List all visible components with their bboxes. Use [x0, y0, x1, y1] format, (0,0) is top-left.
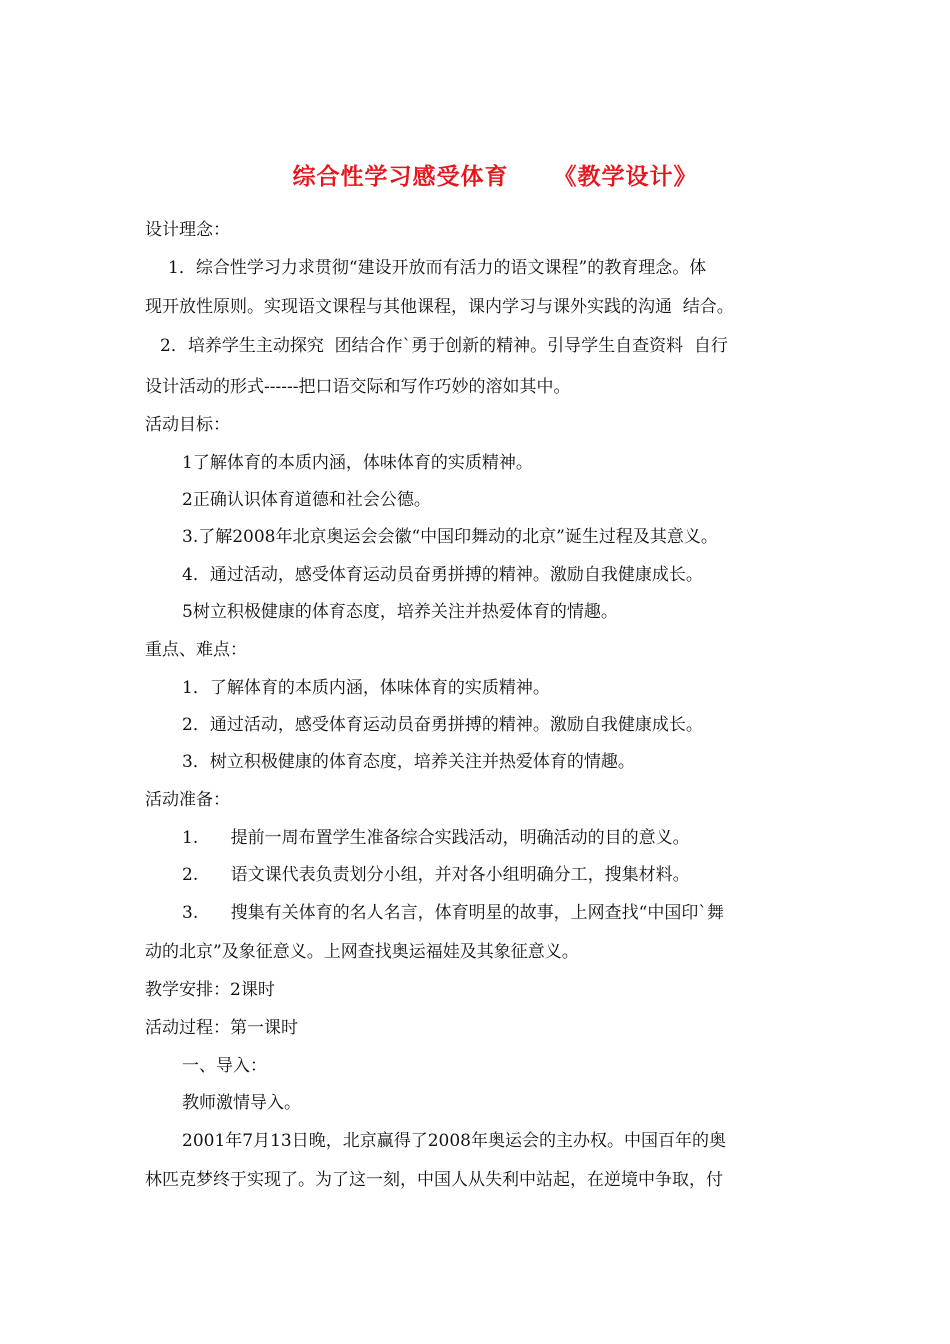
paragraph-line: 1．综合性学习力求贯彻“建设开放而有活力的语文课程”的教育理念。体	[168, 258, 707, 278]
heading-design-concept: 设计理念：	[145, 220, 230, 240]
paragraph-line: 2．培养学生主动探究 团结合作`勇于创新的精神。引导学生自查资料 自行	[160, 336, 728, 356]
heading-activity-prep: 活动准备：	[145, 790, 230, 810]
paragraph-line: 现开放性原则。实现语文课程与其他课程，课内学习与课外实践的沟通 结合。	[145, 297, 734, 317]
heading-activity-goals: 活动目标：	[145, 415, 230, 435]
list-item: 3．树立积极健康的体育态度，培养关注并热爱体育的情趣。	[182, 752, 635, 772]
paragraph-line: 教师激情导入。	[182, 1093, 301, 1113]
section-heading: 一、导入：	[182, 1056, 267, 1076]
list-item: 4．通过活动，感受体育运动员奋勇拼搏的精神。激励自我健康成长。	[182, 565, 703, 585]
list-item: 3.了解2008年北京奥运会会徽“中国印舞动的北京”诞生过程及其意义。	[182, 527, 718, 547]
heading-schedule: 教学安排：2课时	[145, 980, 275, 1000]
heading-key-points: 重点、难点：	[145, 640, 247, 660]
list-item: 1. 提前一周布置学生准备综合实践活动，明确活动的目的意义。	[182, 828, 690, 848]
paragraph-line: 林匹克梦终于实现了。为了这一刻，中国人从失利中站起，在逆境中争取，付	[145, 1170, 723, 1190]
list-item: 5树立积极健康的体育态度，培养关注并热爱体育的情趣。	[182, 602, 618, 622]
list-item: 2．通过活动，感受体育运动员奋勇拼搏的精神。激励自我健康成长。	[182, 715, 703, 735]
document-title: 综合性学习感受体育 《教学设计》	[292, 164, 698, 190]
paragraph-line: 2001年7月13日晚，北京赢得了2008年奥运会的主办权。中国百年的奥	[182, 1131, 726, 1151]
list-item: 2正确认识体育道德和社会公德。	[182, 490, 431, 510]
list-item: 2. 语文课代表负责划分小组，并对各小组明确分工，搜集材料。	[182, 865, 690, 885]
heading-activity-process: 活动过程：第一课时	[145, 1018, 298, 1038]
list-item: 1．了解体育的本质内涵，体味体育的实质精神。	[182, 678, 550, 698]
paragraph-line: 设计活动的形式------把口语交际和写作巧妙的溶如其中。	[145, 377, 571, 397]
paragraph-line: 动的北京”及象征意义。上网查找奥运福娃及其象征意义。	[145, 942, 579, 962]
list-item: 3. 搜集有关体育的名人名言，体育明星的故事，上网查找“中国印`舞	[182, 903, 724, 923]
list-item: 1了解体育的本质内涵，体味体育的实质精神。	[182, 453, 533, 473]
